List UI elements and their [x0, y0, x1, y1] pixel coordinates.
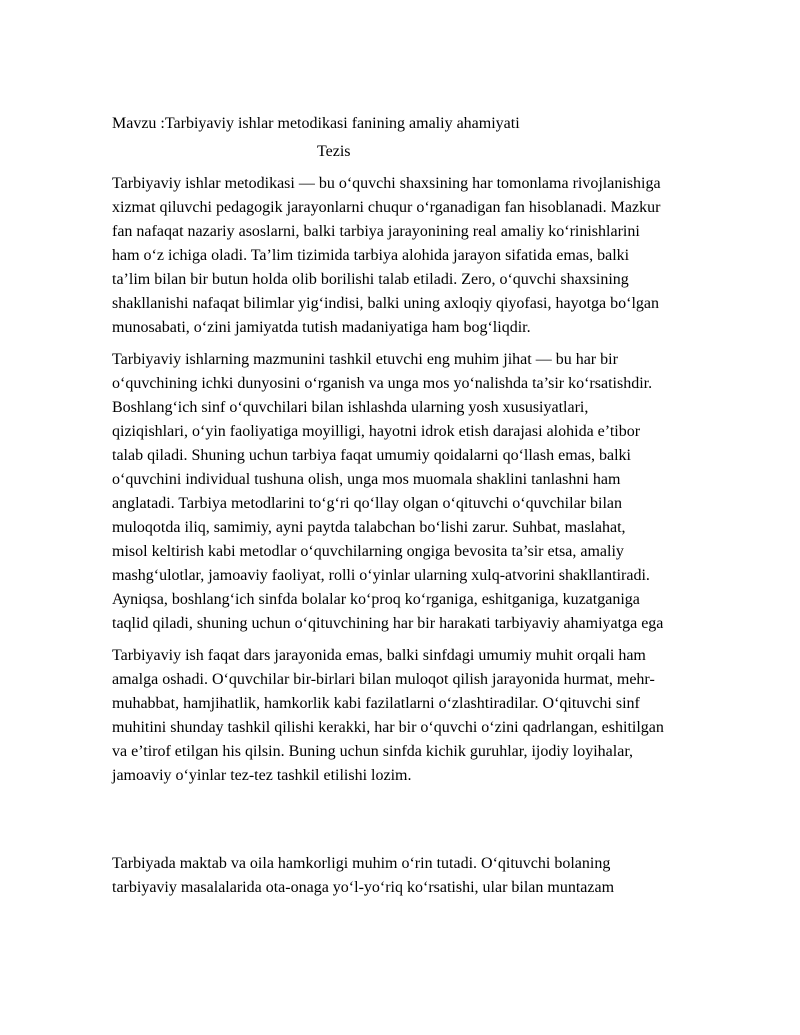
paragraph-2: [112, 348, 748, 636]
text-line: munosabati, o‘zini jamiyatda tutish madaniyatiga ham bog‘liqdir.: [112, 319, 531, 336]
document-page: [112, 112, 748, 908]
paragraph-1: [112, 172, 748, 340]
text-line: talab qiladi. Shuning uchun tarbiya faqat umumiy qoidalarni qo‘llash emas, balki: [112, 447, 631, 464]
text-line: anglatadi. Tarbiya metodlarini to‘g‘ri qo‘llay olgan o‘qituvchi o‘quvchilar bilan: [112, 495, 622, 512]
text-line: ta’lim bilan bir butun holda olib borilishi talab etiladi. Zero, o‘quvchi shaxsining: [112, 271, 629, 288]
document-title: Mavzu :Tarbiyaviy ishlar metodikasi fanining amaliy ahamiyati: [112, 115, 520, 132]
text-line: Ayniqsa, boshlang‘ich sinfda bolalar ko‘proq ko‘rganiga, eshitganiga, kuzatganiga: [112, 591, 640, 608]
text-line: o‘quvchini individual tushuna olish, unga mos muomala shaklini tanlashni ham: [112, 471, 621, 488]
paragraph-4: [112, 852, 748, 900]
text-line: muhitini shunday tashkil qilishi kerakki, har bir o‘quvchi o‘zini qadrlangan, eshitilgan: [112, 719, 664, 736]
text-line: Tarbiyada maktab va oila hamkorligi muhim o‘rin tutadi. O‘qituvchi bolaning: [112, 855, 611, 872]
text-line: jamoaviy o‘yinlar tez-tez tashkil etilishi lozim.: [112, 767, 412, 784]
text-line: mashg‘ulotlar, jamoaviy faoliyat, rolli o‘yinlar ularning xulq-atvorini shakllantiradi.: [112, 567, 650, 584]
text-line: va e’tirof etilgan his qilsin. Buning uchun sinfda kichik guruhlar, ijodiy loyihalar,: [112, 743, 633, 760]
text-line: Tarbiyaviy ish faqat dars jarayonida emas, balki sinfdagi umumiy muhit orqali ham: [112, 647, 646, 664]
text-line: xizmat qiluvchi pedagogik jarayonlarni chuqur o‘rganadigan fan hisoblanadi. Mazkur: [112, 199, 661, 216]
blank-space: [112, 796, 748, 852]
text-line: amalga oshadi. O‘quvchilar bir-birlari bilan muloqot qilish jarayonida hurmat, mehr-: [112, 671, 655, 688]
text-line: taqlid qiladi, shuning uchun o‘qituvchining har bir harakati tarbiyaviy ahamiyatga ega: [112, 615, 664, 632]
text-line: Tarbiyaviy ishlar metodikasi — bu o‘quvchi shaxsining har tomonlama rivojlanishiga: [112, 175, 661, 192]
text-line: ham o‘z ichiga oladi. Ta’lim tizimida tarbiya alohida jarayon sifatida emas, balki: [112, 247, 630, 264]
text-line: Tarbiyaviy ishlarning mazmunini tashkil etuvchi eng muhim jihat — bu har bir: [112, 351, 618, 368]
text-line: shakllanishi nafaqat bilimlar yig‘indisi, balki uning axloqiy qiyofasi, hayotga bo‘lgan: [112, 295, 660, 312]
text-line: Boshlang‘ich sinf o‘quvchilari bilan ishlashda ularning yosh xususiyatlari,: [112, 399, 589, 416]
text-line: tarbiyaviy masalalarida ota-onaga yo‘l-yo‘riq ko‘rsatishi, ular bilan muntazam: [112, 879, 615, 896]
text-line: fan nafaqat nazariy asoslarni, balki tarbiya jarayonining real amaliy ko‘rinishlarini: [112, 223, 640, 240]
paragraph-3: [112, 644, 748, 788]
text-line: muloqotda iliq, samimiy, ayni paytda talabchan bo‘lishi zarur. Suhbat, maslahat,: [112, 519, 626, 536]
text-line: o‘quvchining ichki dunyosini o‘rganish va unga mos yo‘nalishda ta’sir ko‘rsatishdir.: [112, 375, 653, 392]
text-line: misol keltirish kabi metodlar o‘quvchilarning ongiga bevosita ta’sir etsa, amaliy: [112, 543, 624, 560]
text-line: muhabbat, hamjihatlik, hamkorlik kabi fazilatlarni o‘zlashtiradilar. O‘qituvchi sinf: [112, 695, 640, 712]
text-line: qiziqishlari, o‘yin faoliyatiga moyilligi, hayotni idrok etish darajasi alohida e’tibor: [112, 423, 641, 440]
document-subtitle: Tezis: [317, 143, 351, 160]
